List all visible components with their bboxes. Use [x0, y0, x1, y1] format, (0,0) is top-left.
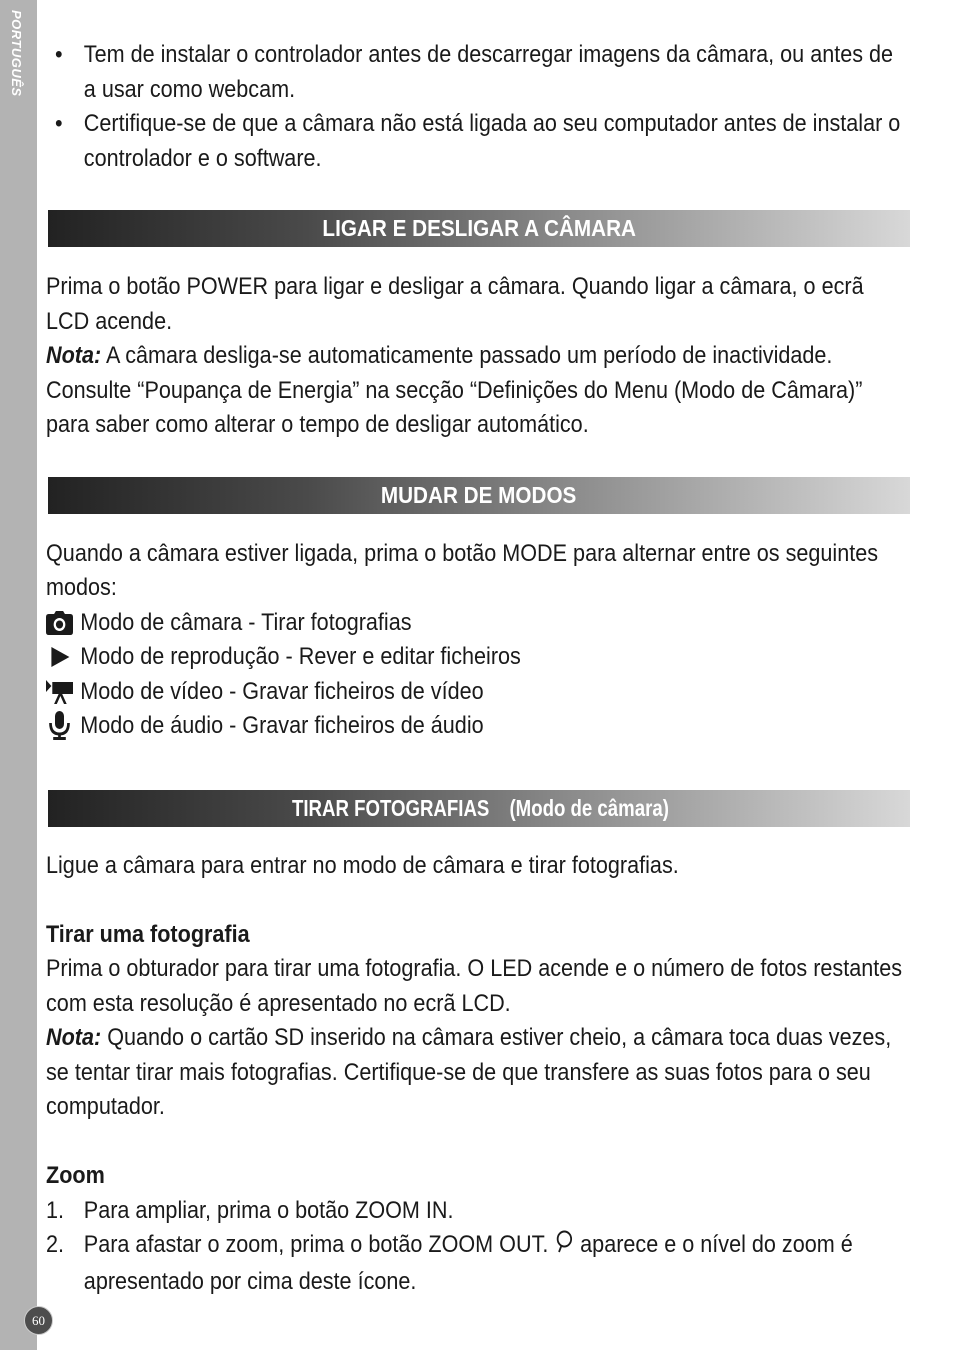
- list-item: [46, 1194, 910, 1229]
- mode-label: Modo de câmara - Tirar fotografias: [80, 608, 412, 636]
- language-sidebar: [0, 0, 45, 1350]
- section-heading-text: LIGAR E DESLIGAR A CÂMARA: [322, 215, 636, 241]
- video-camera-icon: [46, 678, 73, 706]
- spacer: [46, 883, 910, 918]
- step-text: Para ampliar, prima o botão ZOOM IN.: [83, 1196, 454, 1224]
- step-number: 2.: [46, 1231, 65, 1258]
- heading-rest: (Modo de câmara): [508, 794, 669, 821]
- take-photo-paragraph: Prima o obturador para tirar uma fotografia. O LED acende e o número de fotos restantes com esta resolução é apresentado no ecrã LCD.: [46, 955, 903, 1017]
- modes-paragraph: Quando a câmara estiver ligada, prima o botão MODE para alternar entre os seguintes modos:: [46, 539, 879, 601]
- bullet-marker: •: [55, 41, 63, 68]
- bullet-marker: •: [55, 110, 63, 137]
- mode-label: Modo de áudio - Gravar ficheiros de áudio: [80, 712, 484, 739]
- power-paragraph: Prima o botão POWER para ligar e desligar a câmara. Quando ligar a câmara, o ecrã LCD acende.: [46, 273, 864, 335]
- bullet-text: Certifique-se de que a câmara não está ligada ao seu computador antes de instalar o controlador e o software.: [83, 110, 901, 172]
- section-heading-photos: [48, 790, 910, 827]
- note-label: Nota:: [46, 1024, 102, 1051]
- section-heading-text: MUDAR DE MODOS: [381, 481, 577, 508]
- step-text: Para afastar o zoom, prima o botão ZOOM OUT.: [83, 1231, 555, 1258]
- mode-item-video: [46, 675, 944, 710]
- language-label: PORTUGUÊS: [9, 10, 24, 97]
- note-text: Quando o cartão SD inserido na câmara estiver cheio, a câmara toca duas vezes, se tentar tirar mais fotografias. Certifique-se de que transfere as suas fotos para o seu computador.: [46, 1024, 892, 1120]
- mode-label: Modo de vídeo - Gravar ficheiros de vídeo: [80, 677, 484, 705]
- section-heading-text: [281, 795, 677, 822]
- note-text: A câmara desliga-se automaticamente passado um período de inactividade. Consulte “Poupança de Energia” na secção “Definições do Menu (Modo de Câmara)” para saber como alterar o tempo de desligar automático.: [46, 342, 863, 438]
- mode-item-audio: [46, 709, 944, 744]
- step-number: 1.: [46, 1196, 65, 1224]
- mode-item-playback: [46, 640, 944, 675]
- section-heading-power: [48, 210, 910, 247]
- subheading-zoom: Zoom: [46, 1162, 105, 1189]
- page-number: 60: [24, 1306, 53, 1335]
- page-content: [46, 38, 914, 1299]
- power-note: [46, 339, 910, 443]
- note-label: Nota:: [46, 342, 102, 369]
- list-item: [46, 38, 910, 107]
- take-photo-note: [46, 1021, 910, 1125]
- camera-icon: [46, 609, 73, 637]
- photos-paragraph: Ligue a câmara para entrar no modo de câmara e tirar fotografias.: [46, 851, 679, 879]
- microphone-icon: [46, 712, 73, 740]
- step-text-after: aparece e o nível do zoom é apresentado por cima deste ícone.: [83, 1231, 853, 1295]
- mode-label: Modo de reprodução - Rever e editar ficheiros: [80, 643, 521, 670]
- zoom-out-icon: [554, 1230, 574, 1265]
- mode-item-camera: [46, 606, 944, 641]
- bullet-text: Tem de instalar o controlador antes de descarregar imagens da câmara, ou antes de a usar como webcam.: [83, 41, 894, 103]
- subheading-take-photo: Tirar uma fotografia: [46, 920, 250, 948]
- heading-bold: TIRAR FOTOGRAFIAS: [291, 794, 490, 821]
- section-heading-modes: [48, 477, 910, 514]
- list-item: [46, 107, 910, 176]
- play-icon: [46, 643, 73, 671]
- list-item: [46, 1228, 910, 1299]
- spacer: [46, 1125, 910, 1160]
